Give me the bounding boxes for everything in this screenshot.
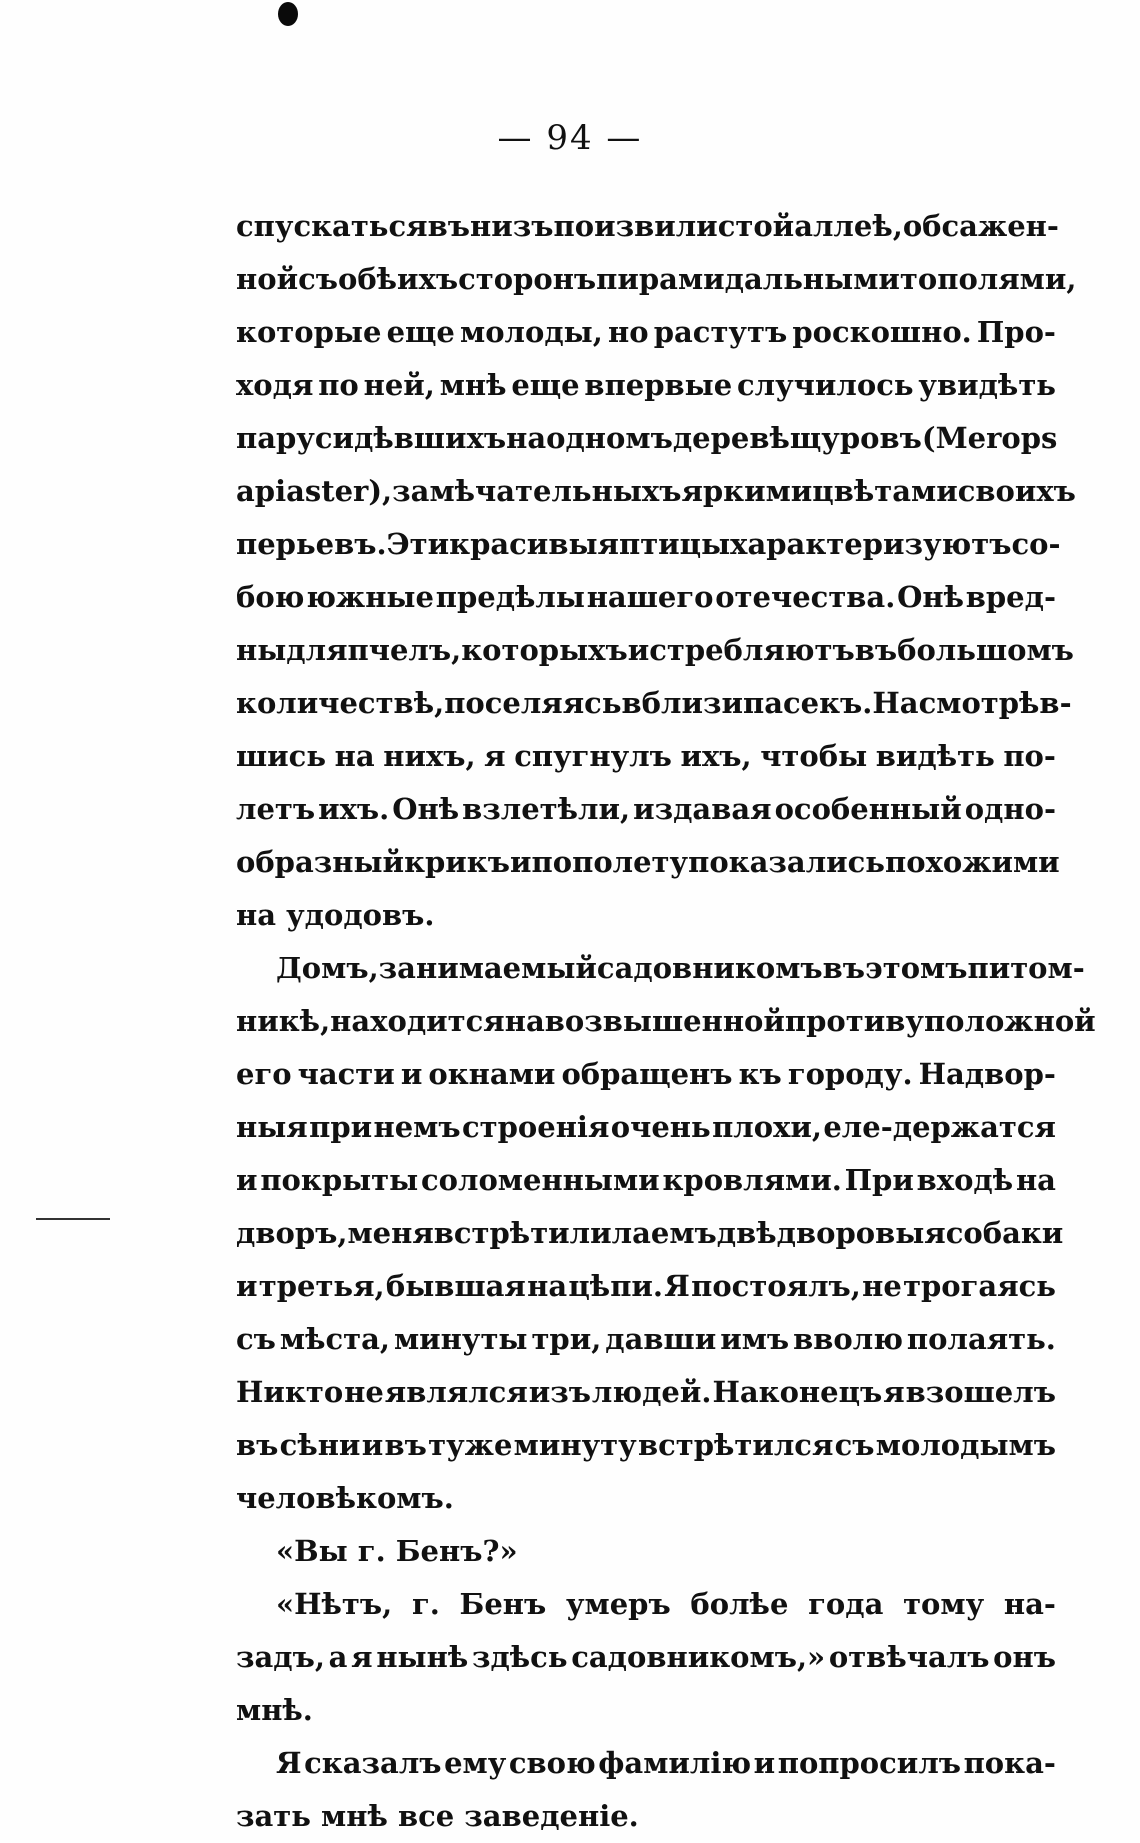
word: мѣста, (279, 1322, 390, 1356)
word: своихъ (957, 474, 1076, 508)
word: извилистой (594, 209, 795, 243)
text-line (236, 1048, 1056, 1101)
word: Домъ, (276, 951, 379, 985)
word: покрыты (260, 1163, 419, 1197)
word: отечества. (715, 580, 896, 614)
text-line: зать мнѣ все заведеніе. (236, 1799, 639, 1833)
word: задъ, (236, 1640, 325, 1674)
word: въ (384, 1428, 427, 1462)
text-line (236, 1737, 1056, 1790)
word: и (236, 1269, 258, 1303)
word: сѣни (279, 1428, 361, 1462)
text-line (236, 624, 1074, 677)
word: пчелъ, (347, 633, 462, 667)
word: по- (1003, 739, 1056, 773)
word: на (334, 739, 375, 773)
text-line (236, 412, 1056, 465)
word: собаки (945, 1216, 1064, 1250)
word: увидѣть (918, 368, 1056, 402)
word: пирамидальными (596, 262, 900, 296)
word: Про- (976, 315, 1056, 349)
text-line (236, 1154, 1056, 1207)
word: нихъ, (383, 739, 476, 773)
word: щуровъ (789, 421, 922, 455)
word: въ (236, 1428, 279, 1462)
word: перьевъ. (236, 527, 387, 561)
text-line (236, 571, 1056, 624)
word: еще (386, 315, 455, 349)
word: ихъ, (680, 739, 752, 773)
word: Онѣ (897, 580, 964, 614)
word: крикъ (404, 845, 510, 879)
word: ней, (363, 368, 435, 402)
word: строенія (462, 1110, 610, 1144)
text-line (236, 1207, 1064, 1260)
word: образный (236, 845, 405, 879)
word: обсажен- (902, 209, 1059, 243)
word: немъ (373, 1110, 461, 1144)
word: въ (822, 951, 866, 985)
word: случилось (737, 368, 914, 402)
word: «Нѣтъ, (276, 1587, 393, 1621)
word: этомъ (865, 951, 968, 985)
word: красивыя (449, 527, 619, 561)
word: окнами (428, 1057, 556, 1091)
word: молоды, (460, 315, 603, 349)
text-line (236, 836, 1060, 889)
word: предѣлы (435, 580, 585, 614)
word: не (862, 1269, 902, 1303)
word: еле-держатся (823, 1110, 1056, 1144)
word: третья, (258, 1269, 385, 1303)
word: свою (508, 1746, 596, 1780)
word: садовникомъ,» (571, 1640, 826, 1674)
word: постоялъ, (691, 1269, 861, 1303)
word: Бенъ (459, 1587, 547, 1621)
word: и (510, 845, 532, 879)
text-line (236, 1260, 1056, 1313)
word: Наконецъ (712, 1375, 883, 1409)
word: на (527, 1269, 568, 1303)
word: отвѣчалъ (828, 1640, 990, 1674)
word: попросилъ (777, 1746, 962, 1780)
text-line (236, 783, 1056, 836)
word: ходя (236, 368, 314, 402)
word: для (286, 633, 348, 667)
word: спугнулъ (514, 739, 672, 773)
word: одно- (964, 792, 1056, 826)
word: сторонъ (458, 262, 597, 296)
word: садовникомъ (596, 951, 823, 985)
word: количествѣ, (236, 686, 445, 720)
word: на- (1003, 1587, 1056, 1621)
word: бывшая (385, 1269, 526, 1303)
word: имъ (720, 1322, 790, 1356)
word: занимаемый (378, 951, 597, 985)
word: цѣпи. (568, 1269, 664, 1303)
word: на (1015, 1163, 1056, 1197)
word: еще (511, 368, 580, 402)
body-text (236, 200, 1096, 1843)
text-line: человѣкомъ. (236, 1481, 454, 1515)
word: г. (411, 1587, 440, 1621)
word: я (484, 739, 506, 773)
word: вред- (965, 580, 1056, 614)
word: молодымъ (875, 1428, 1056, 1462)
word: обращенъ (561, 1057, 733, 1091)
word: характеризуютъ (730, 527, 1012, 561)
word: части (297, 1057, 395, 1091)
word: въ (854, 633, 898, 667)
word: пару (236, 421, 315, 455)
text-line: на удодовъ. (236, 898, 435, 932)
word: я (883, 1375, 905, 1409)
text-line (236, 995, 1096, 1048)
word: лаемъ (611, 1216, 717, 1250)
word: находится (330, 1004, 505, 1038)
word: по (318, 368, 359, 402)
word: нашего (586, 580, 714, 614)
word: три, (531, 1322, 602, 1356)
word: очень (610, 1110, 711, 1144)
text-line (236, 518, 1061, 571)
word: ныя (236, 1110, 308, 1144)
word: Я (276, 1746, 302, 1780)
text-line (236, 1366, 1056, 1419)
word: видѣть (875, 739, 995, 773)
word: здѣсь (471, 1640, 568, 1674)
word: истребляютъ (627, 633, 855, 667)
text-line (236, 465, 1076, 518)
text-line (236, 200, 1059, 253)
word: которые (236, 315, 382, 349)
text-line (236, 730, 1056, 783)
word: онъ (993, 1640, 1056, 1674)
word: деревѣ (672, 421, 790, 455)
word: ему (444, 1746, 507, 1780)
word: показались (688, 845, 885, 879)
text-line: «Вы г. Бенъ?» (276, 1534, 518, 1568)
word: которыхъ (461, 633, 628, 667)
word: полаять. (906, 1322, 1056, 1356)
word: со- (1011, 527, 1061, 561)
word: изъ (528, 1375, 591, 1409)
word: никѣ, (236, 1004, 331, 1038)
word: плохи, (712, 1110, 822, 1144)
word: трогаясь (903, 1269, 1056, 1303)
word: цвѣтами (812, 474, 958, 508)
word: встрѣтился (637, 1428, 834, 1462)
word: пасекъ. (742, 686, 873, 720)
word: питом- (967, 951, 1085, 985)
word: Никто (236, 1375, 344, 1409)
word: двѣ (716, 1216, 777, 1250)
word: людей. (591, 1375, 712, 1409)
word: являлся (384, 1375, 528, 1409)
word: дворъ, (236, 1216, 348, 1250)
word: вблизи (621, 686, 743, 720)
word: встрѣтили (433, 1216, 612, 1250)
word: Насмотрѣв- (872, 686, 1072, 720)
text-line: мнѣ. (236, 1693, 313, 1727)
text-line (236, 306, 1056, 359)
word: ной (236, 262, 299, 296)
word: противуположной (784, 1004, 1096, 1038)
word: тополями, (899, 262, 1077, 296)
word: въ (427, 209, 470, 243)
word: къ (738, 1057, 782, 1091)
word: а (328, 1640, 348, 1674)
word: большомъ (897, 633, 1074, 667)
word: на (506, 421, 547, 455)
text-line (236, 1631, 1056, 1684)
word: аллеѣ, (794, 209, 903, 243)
word: минуту (513, 1428, 637, 1462)
word: Надвор- (918, 1057, 1056, 1091)
ink-blot (278, 2, 298, 26)
word: одномъ (546, 421, 673, 455)
word: и (361, 1428, 384, 1462)
word: растутъ (653, 315, 788, 349)
text-line (236, 1419, 1056, 1472)
text-line (236, 1101, 1056, 1154)
word: тому (903, 1587, 985, 1621)
word: яркими (681, 474, 813, 508)
word: по (553, 209, 595, 243)
word: Я (664, 1269, 690, 1303)
word: (Merops (921, 421, 1058, 455)
word: съ (298, 262, 338, 296)
word: взошелъ (905, 1375, 1056, 1409)
text-line (236, 1578, 1056, 1631)
word: умеръ (565, 1587, 671, 1621)
word: года (808, 1587, 884, 1621)
word: чтобы (760, 739, 868, 773)
word: сидѣвшихъ (314, 421, 507, 455)
word: возвышенной (544, 1004, 785, 1038)
word: меня (347, 1216, 434, 1250)
word: низъ (469, 209, 554, 243)
text-line (236, 253, 1077, 306)
word: замѣчательныхъ (392, 474, 682, 508)
word: фамилію (598, 1746, 752, 1780)
word: дворовыя (776, 1216, 946, 1250)
word: летъ (236, 792, 316, 826)
word: мнѣ (439, 368, 507, 402)
word: сказалъ (304, 1746, 442, 1780)
word: по (531, 845, 573, 879)
word: apiaster), (236, 474, 393, 508)
page-number: — 94 — (497, 118, 643, 158)
word: издавая (633, 792, 772, 826)
text-line (236, 942, 1085, 995)
word: минуты (393, 1322, 528, 1356)
word: но (607, 315, 649, 349)
word: Онѣ (392, 792, 460, 826)
word: Эти (386, 527, 450, 561)
word: на (504, 1004, 545, 1038)
word: роскошно. (792, 315, 972, 349)
word: бою (236, 580, 305, 614)
word: и (753, 1746, 776, 1780)
margin-mark (36, 1218, 110, 1220)
word: при (309, 1110, 373, 1144)
word: особенный (774, 792, 962, 826)
word: обѣихъ (337, 262, 459, 296)
word: поселяясь (444, 686, 622, 720)
word: шись (236, 739, 327, 773)
word: съ (236, 1322, 276, 1356)
word: ны (236, 633, 287, 667)
word: я (351, 1640, 373, 1674)
word: туже (428, 1428, 513, 1462)
word: давши (605, 1322, 717, 1356)
word: городу. (787, 1057, 913, 1091)
word: нынѣ (376, 1640, 469, 1674)
text-line (236, 1313, 1056, 1366)
text-line (236, 359, 1056, 412)
word: пока- (963, 1746, 1056, 1780)
word: спускаться (236, 209, 428, 243)
word: его (236, 1057, 292, 1091)
word: входѣ (916, 1163, 1014, 1197)
word: и (400, 1057, 423, 1091)
word: и (236, 1163, 258, 1197)
word: кровлями. (662, 1163, 842, 1197)
word: взлетѣли, (462, 792, 631, 826)
word: впервые (584, 368, 733, 402)
word: съ (834, 1428, 875, 1462)
word: ихъ. (318, 792, 390, 826)
word: болѣе (690, 1587, 789, 1621)
word: соломенными (421, 1163, 660, 1197)
word: похожими (885, 845, 1060, 879)
word: При (844, 1163, 914, 1197)
word: южные (306, 580, 434, 614)
word: вволю (793, 1322, 903, 1356)
word: не (344, 1375, 384, 1409)
word: полету (572, 845, 689, 879)
word: птицы (618, 527, 731, 561)
text-line (236, 677, 1072, 730)
